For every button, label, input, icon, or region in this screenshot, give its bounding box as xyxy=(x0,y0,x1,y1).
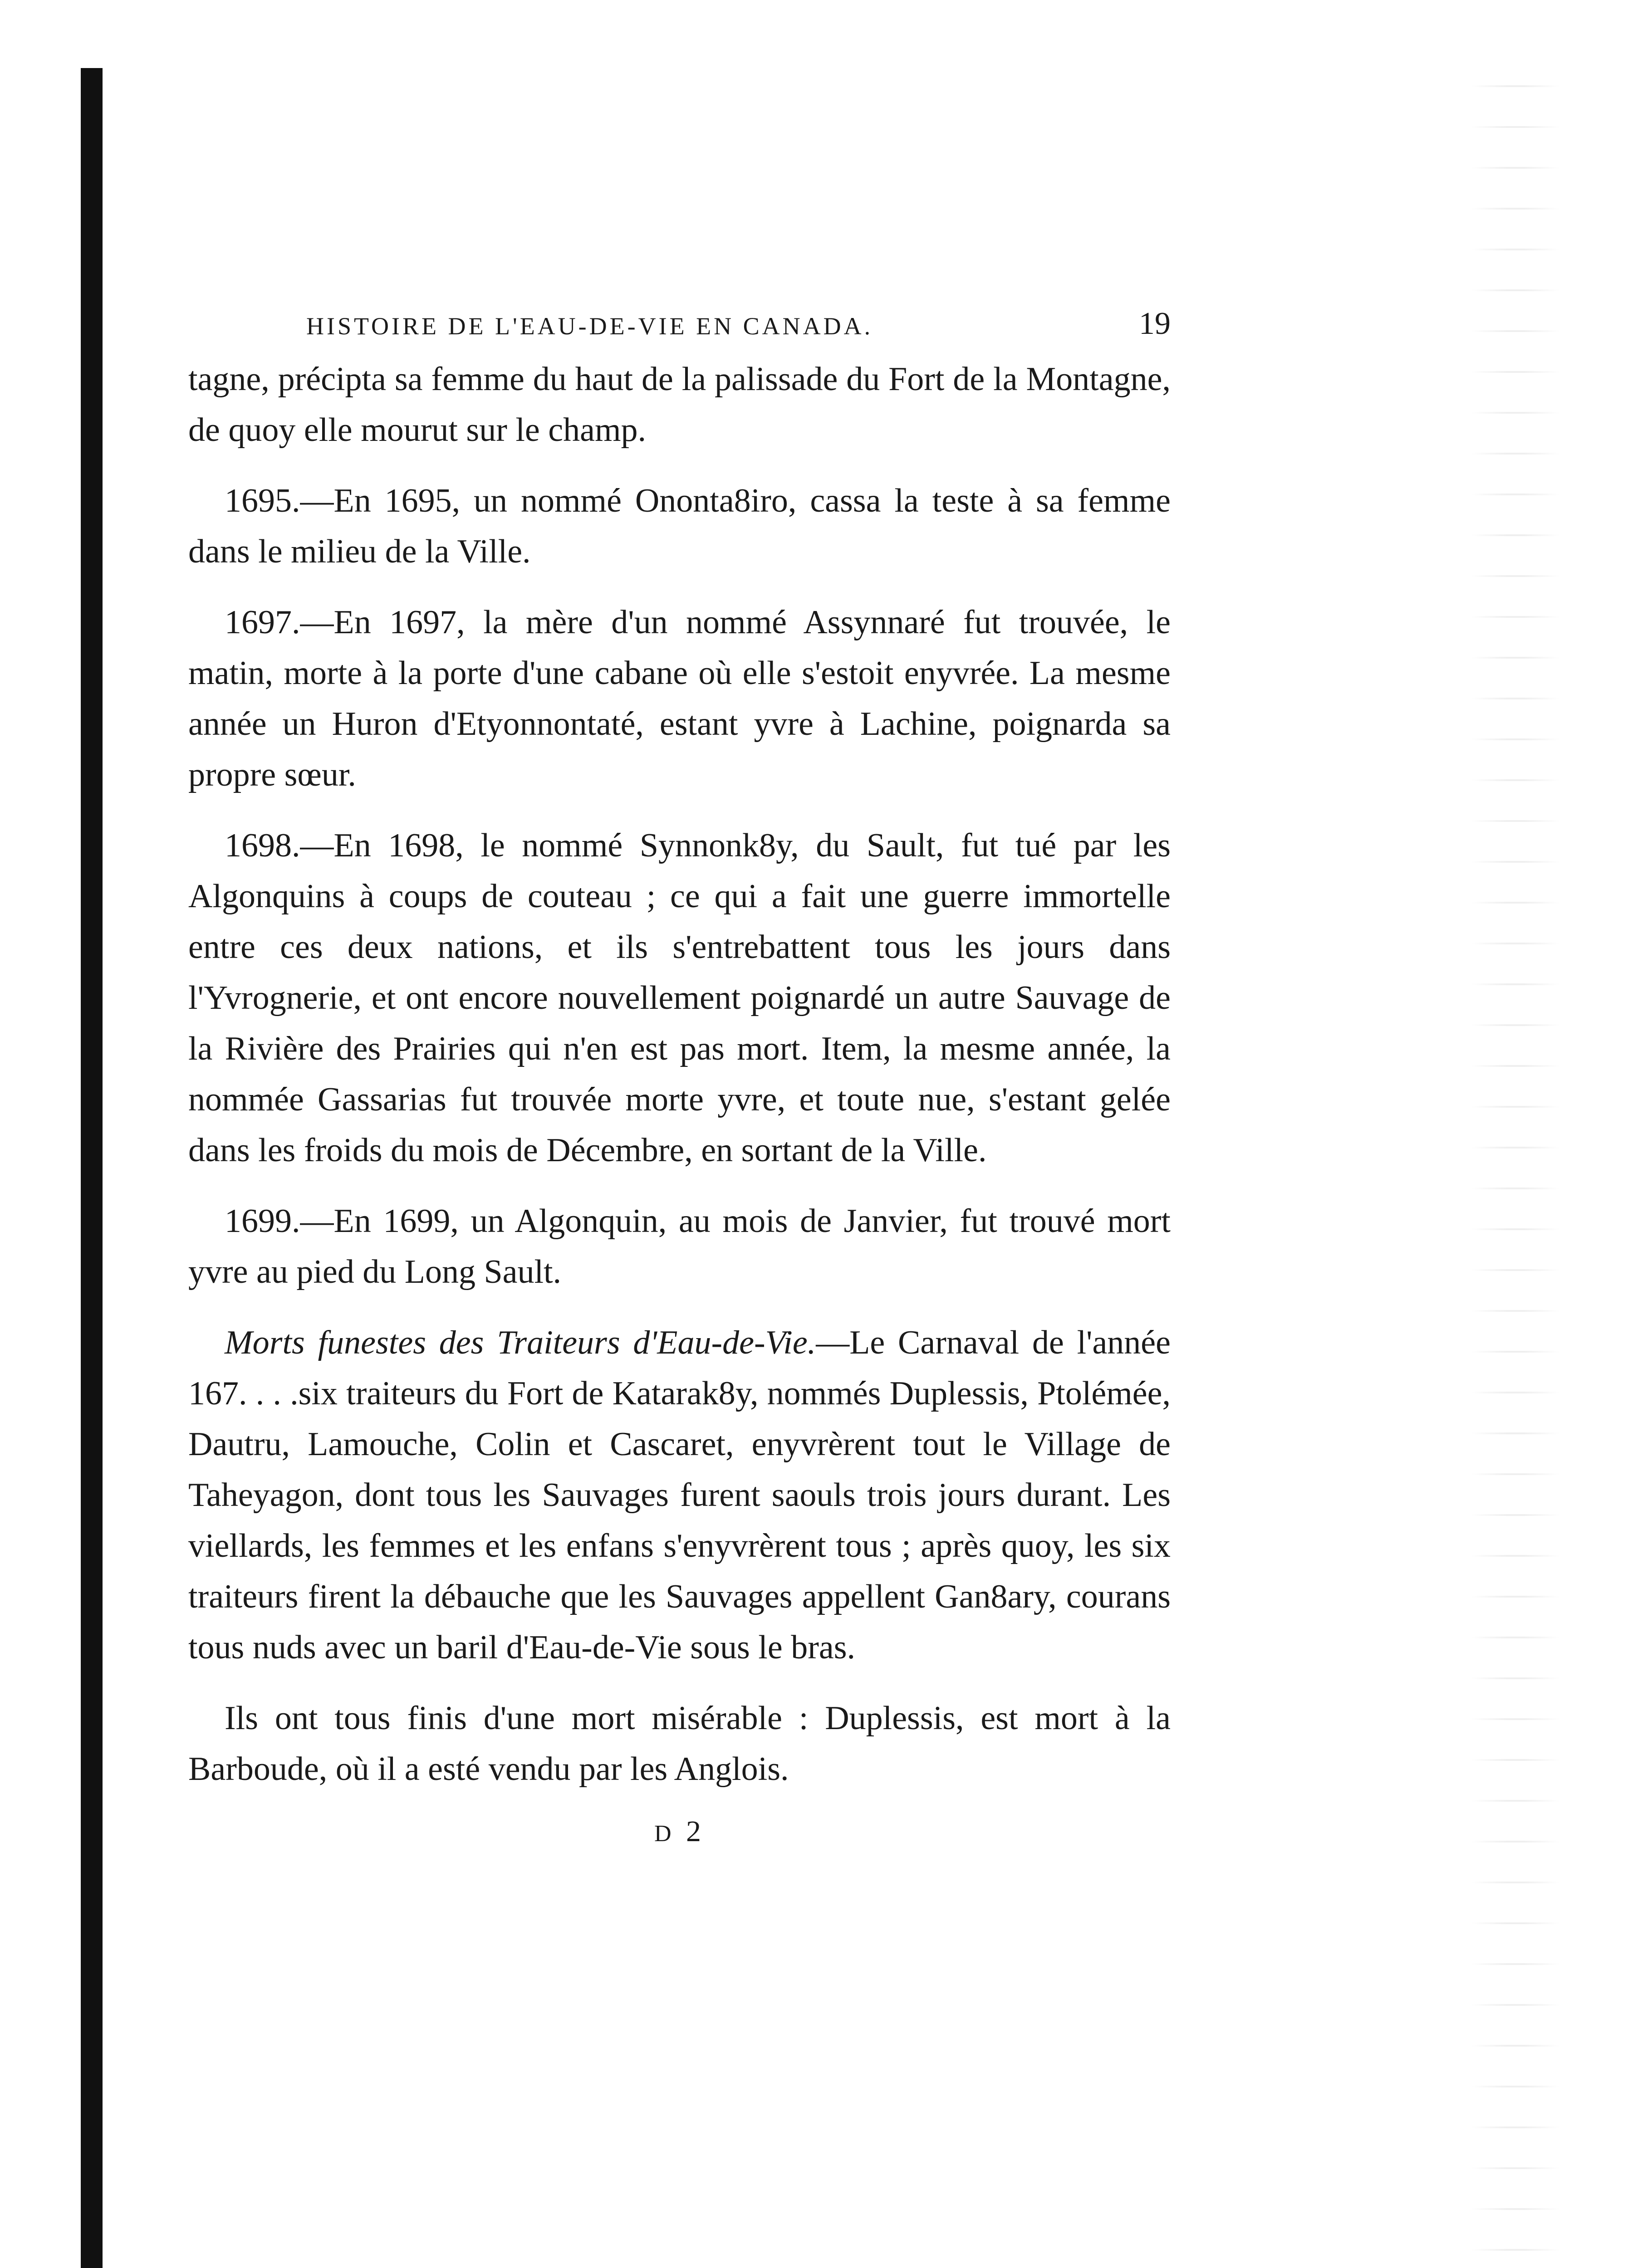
book-page xyxy=(188,299,1171,1849)
binding-edge xyxy=(81,68,103,2268)
signature-number: 2 xyxy=(686,1815,705,1848)
paragraph: 1699.—En 1699, un Algonquin, au mois de Janvier, fut trouvé mort yvre au pied du Long Sault. xyxy=(188,1202,1171,1290)
paragraph: 1695.—En 1695, un nommé Ononta8iro, cassa la teste à sa femme dans le milieu de la Ville. xyxy=(188,482,1171,570)
paragraph-text: —Le Carnaval de l'année 167. . . .six traiteurs du Fort de Katarak8y, nommés Duplessis, Ptolémée, Dautru, Lamouche, Colin et Cascaret, enyvrèrent tout le Village de Taheyagon, dont tous les Sauvages furent saouls trois jours durant. Les viellards, les femmes et les enfans s'enyvrèrent tous ; après quoy, les six traiteurs firent la débauche que les Sauvages appellent Gan8ary, courans tous nuds avec un baril d'Eau-de-Vie sous le bras. xyxy=(188,1324,1171,1666)
body-text xyxy=(188,354,1171,1794)
section-heading: Morts funestes des Traiteurs d'Eau-de-Vie. xyxy=(225,1324,816,1361)
paragraph: tagne, précipta sa femme du haut de la palissade du Fort de la Montagne, de quoy elle mourut sur le champ. xyxy=(188,361,1171,449)
page-number: 19 xyxy=(1139,306,1171,341)
signature-letter: D xyxy=(654,1821,675,1847)
running-head-title: HISTOIRE DE L'EAU-DE-VIE EN CANADA. xyxy=(306,313,873,340)
scan-margin-noise xyxy=(1470,68,1561,2268)
paragraph xyxy=(188,1317,1171,1673)
paragraph: Ils ont tous finis d'une mort misérable : Duplessis, est mort à la Barboude, où il a esté vendu par les Anglois. xyxy=(188,1700,1171,1788)
running-head xyxy=(188,299,1171,354)
signature-mark xyxy=(188,1814,1171,1849)
paragraph: 1697.—En 1697, la mère d'un nommé Assynnaré fut trouvée, le matin, morte à la porte d'une cabane où elle s'estoit enyvrée. La mesme année un Huron d'Etyonnontaté, estant yvre à Lachine, poignarda sa propre sœur. xyxy=(188,604,1171,793)
paragraph: 1698.—En 1698, le nommé Synnonk8y, du Sault, fut tué par les Algonquins à coups de couteau ; ce qui a fait une guerre immortelle entre ces deux nations, et ils s'entrebattent tous les jours dans l'Yvrognerie, et ont encore nouvellement poignardé un autre Sauvage de la Rivière des Prairies qui n'en est pas mort. Item, la mesme année, la nommée Gassarias fut trouvée morte yvre, et toute nue, s'estant gelée dans les froids du mois de Décembre, en sortant de la Ville. xyxy=(188,827,1171,1169)
